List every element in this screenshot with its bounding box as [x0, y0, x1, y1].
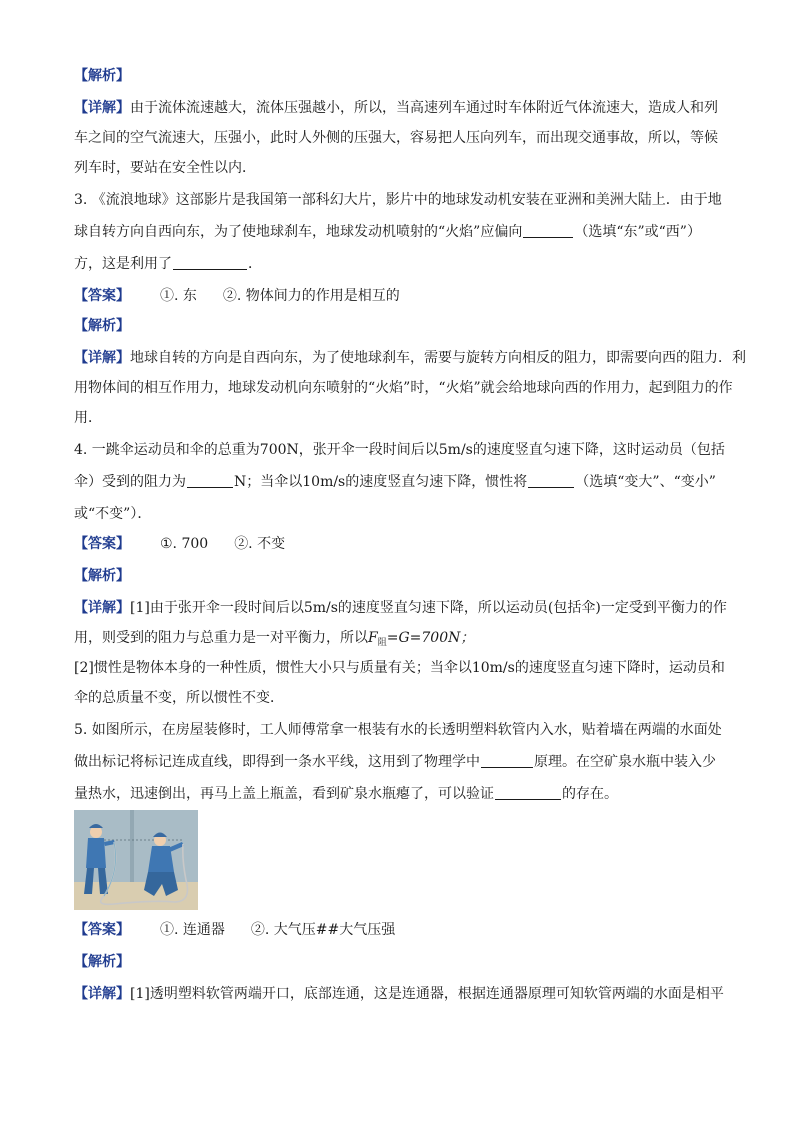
q4-analysis-heading: 【解析】 [74, 568, 130, 584]
q2-detail-line-3: 列车时，要站在安全性以内． [74, 160, 256, 176]
q3-stem-line-1: 3. 《流浪地球》这部影片是我国第一部科幻大片，影片中的地球发动机安装在亚洲和美洲大陆上．由于地 [74, 192, 722, 208]
q4-stem-line-3: 或“不变”）． [74, 506, 152, 522]
q2-analysis-heading: 【解析】 [74, 68, 130, 84]
q5-analysis-heading: 【解析】 [74, 954, 130, 970]
q3-blank-2[interactable] [173, 254, 247, 270]
q4-stem-line-1: 4. 一跳伞运动员和伞的总重为700N，张开伞一段时间后以5m/s的速度竖直匀速下降，这时运动员（包括 [74, 442, 725, 458]
q4-answer: 【答案】 ①. 700 ②. 不变 [74, 536, 286, 552]
q4-detail-line-1: 【详解】[1]由于张开伞一段时间后以5m/s的速度竖直匀速下降，所以运动员(包括伞)一定受到平衡力的作 [74, 600, 727, 616]
q4-stem-line-2: 伞）受到的阻力为 N；当伞以10m/s的速度竖直匀速下降，惯性将 （选填“变大”、“变小” [74, 474, 716, 490]
q5-stem-line-3: 量热水，迅速倒出，再马上盖上瓶盖，看到矿泉水瓶瘪了，可以验证 的存在。 [74, 786, 618, 802]
q4-detail-line-2: 用，则受到的阻力与总重力是一对平衡力，所以$F_阻=G=700N$； [74, 630, 475, 648]
q3-detail-line-3: 用． [74, 410, 102, 426]
q2-detail-line-1: 【详解】由于流体流速越大，流体压强越小，所以，当高速列车通过时车体附近气体流速大，造成人和列 [74, 100, 718, 116]
q3-stem-line-2: 球自转方向自西向东，为了使地球刹车，地球发动机喷射的“火焰”应偏向 （选填“东”或“西”） [74, 224, 701, 240]
q5-stem-line-1: 5. 如图所示，在房屋装修时，工人师傅常拿一根装有水的长透明塑料软管内入水，贴着墙在两端的水面处 [74, 722, 722, 738]
q4-blank-2[interactable] [528, 472, 574, 488]
q4-detail-line-3: [2]惯性是物体本身的一种性质，惯性大小只与质量有关；当伞以10m/s的速度竖直匀速下降时，运动员和 [74, 660, 725, 676]
q5-detail-line-1: 【详解】[1]透明塑料软管两端开口，底部连通，这是连通器，根据连通器原理可知软管两端的水面是相平 [74, 986, 724, 1002]
q3-analysis-heading: 【解析】 [74, 318, 130, 334]
q2-detail-line-2: 车之间的空气流速大，压强小，此时人外侧的压强大，容易把人压向列车，而出现交通事故，所以，等候 [74, 130, 718, 146]
q3-detail-line-1: 【详解】地球自转的方向是自西向东，为了使地球刹车，需要与旋转方向相反的阻力，即需要向西的阻力．利 [74, 350, 746, 366]
q4-detail-line-4: 伞的总质量不变，所以惯性不变． [74, 690, 284, 706]
q3-stem-line-3: 方，这是利用了 ． [74, 256, 262, 272]
q3-blank-1[interactable] [523, 222, 573, 238]
q3-answer: 【答案】 ①. 东 ②. 物体间力的作用是相互的 [74, 288, 400, 304]
illustration-svg [74, 810, 198, 910]
q3-detail-line-2: 用物体间的相互作用力，地球发动机向东喷射的“火焰”时，“火焰”就会给地球向西的作用力，起到阻力的作 [74, 380, 733, 396]
q5-blank-1[interactable] [481, 752, 533, 768]
q5-blank-2[interactable] [495, 784, 561, 800]
q4-blank-1[interactable] [187, 472, 233, 488]
q5-answer: 【答案】 ①. 连通器 ②. 大气压##大气压强 [74, 922, 396, 938]
q5-stem-line-2: 做出标记将标记连成直线，即得到一条水平线，这用到了物理学中 原理。在空矿泉水瓶中装入少 [74, 754, 716, 770]
workers-hose-illustration [74, 810, 198, 910]
